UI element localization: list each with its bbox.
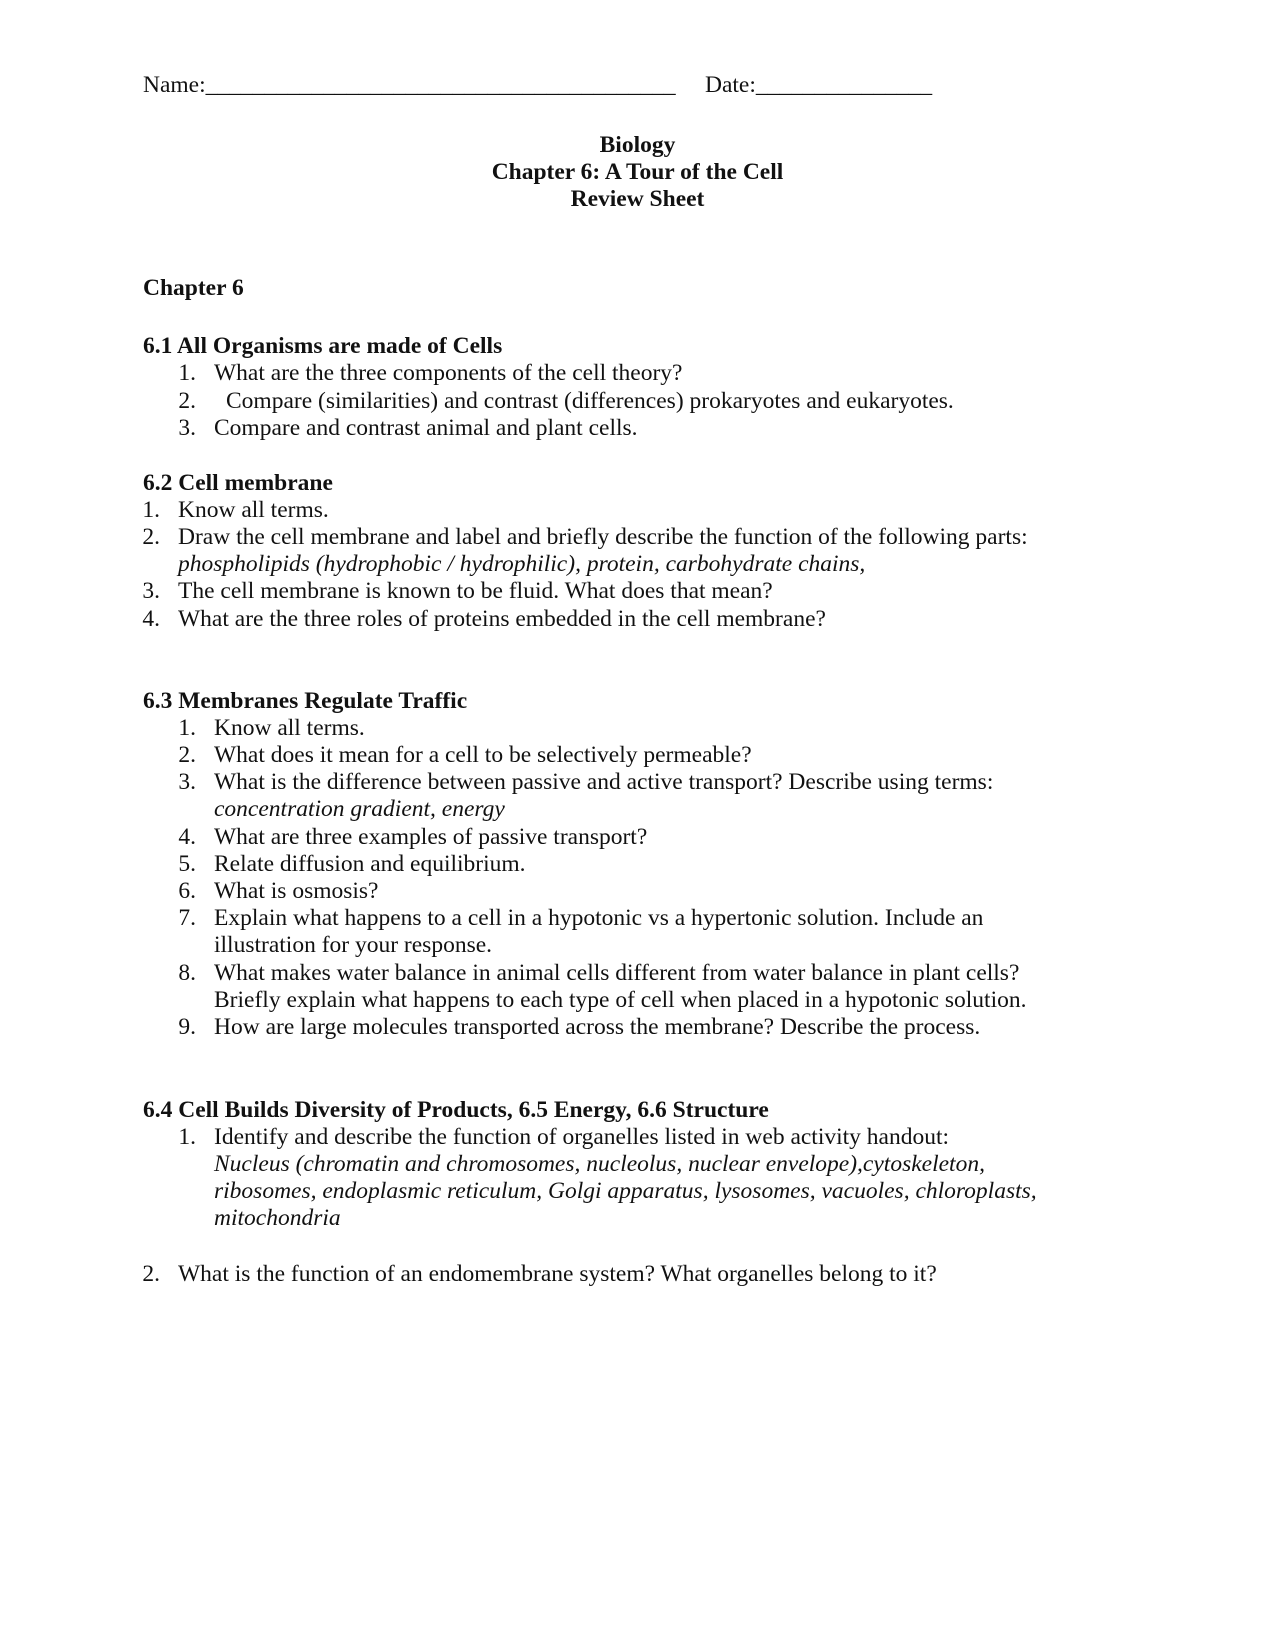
organelle-list-line-3: mitochondria xyxy=(214,1205,341,1231)
item-number: 4. xyxy=(142,606,160,632)
item-number: 5. xyxy=(178,851,196,877)
chapter-heading: Chapter 6 xyxy=(143,275,244,301)
item-text: The cell membrane is known to be fluid. What does that mean? xyxy=(178,578,773,604)
item-number: 8. xyxy=(178,960,196,986)
item-text: Compare (similarities) and contrast (differences) prokaryotes and eukaryotes. xyxy=(226,388,954,414)
section-heading-6-4: 6.4 Cell Builds Diversity of Products, 6.5 Energy, 6.6 Structure xyxy=(143,1097,769,1123)
item-text: Compare and contrast animal and plant cells. xyxy=(214,415,638,441)
name-blank[interactable]: ________________________________________ xyxy=(205,72,676,98)
date-blank[interactable]: _______________ xyxy=(755,72,933,98)
title-review-sheet: Review Sheet xyxy=(570,186,705,212)
section-heading-6-1: 6.1 All Organisms are made of Cells xyxy=(143,333,503,359)
section-heading-6-3: 6.3 Membranes Regulate Traffic xyxy=(143,688,468,714)
item-text-continued: Briefly explain what happens to each type of cell when placed in a hypotonic solution. xyxy=(214,987,1027,1013)
date-field[interactable] xyxy=(705,72,932,99)
item-number: 2. xyxy=(178,742,196,768)
item-text: What are the three roles of proteins embedded in the cell membrane? xyxy=(178,606,826,632)
item-number: 2. xyxy=(142,1261,160,1287)
item-number: 1. xyxy=(178,360,196,386)
item-number: 1. xyxy=(178,1124,196,1150)
item-number: 1. xyxy=(178,715,196,741)
item-number: 2. xyxy=(178,388,196,414)
item-number: 1. xyxy=(142,497,160,523)
section-heading-6-2: 6.2 Cell membrane xyxy=(143,470,333,496)
item-text: What is osmosis? xyxy=(214,878,379,904)
title-subject: Biology xyxy=(599,132,676,158)
item-number: 3. xyxy=(178,769,196,795)
item-text: Know all terms. xyxy=(214,715,365,741)
item-italic-terms: phospholipids (hydrophobic / hydrophilic), protein, carbohydrate chains, xyxy=(178,551,866,577)
item-text: What makes water balance in animal cells different from water balance in plant cells? xyxy=(214,960,1020,986)
item-number: 4. xyxy=(178,824,196,850)
item-text: What are the three components of the cell theory? xyxy=(214,360,683,386)
organelle-list-line-1: Nucleus (chromatin and chromosomes, nucleolus, nuclear envelope),cytoskeleton, xyxy=(214,1151,985,1177)
item-text: Identify and describe the function of organelles listed in web activity handout: xyxy=(214,1124,950,1150)
item-number: 3. xyxy=(178,415,196,441)
item-text: Draw the cell membrane and label and briefly describe the function of the following parts: xyxy=(178,524,1028,550)
item-text: What is the function of an endomembrane system? What organelles belong to it? xyxy=(178,1261,937,1287)
item-text: What does it mean for a cell to be selectively permeable? xyxy=(214,742,752,768)
item-text: How are large molecules transported across the membrane? Describe the process. xyxy=(214,1014,981,1040)
name-field[interactable] xyxy=(143,72,676,99)
date-label: Date: xyxy=(705,72,756,98)
item-italic-terms: concentration gradient, energy xyxy=(214,796,505,822)
item-text-continued: illustration for your response. xyxy=(214,932,493,958)
item-text: Explain what happens to a cell in a hypotonic vs a hypertonic solution. Include an xyxy=(214,905,984,931)
organelle-list-line-2: ribosomes, endoplasmic reticulum, Golgi apparatus, lysosomes, vacuoles, chloroplasts, xyxy=(214,1178,1037,1204)
item-number: 3. xyxy=(142,578,160,604)
name-label: Name: xyxy=(143,72,206,98)
item-number: 2. xyxy=(142,524,160,550)
item-text: What is the difference between passive and active transport? Describe using terms: xyxy=(214,769,994,795)
item-number: 7. xyxy=(178,905,196,931)
item-text: What are three examples of passive transport? xyxy=(214,824,648,850)
item-number: 6. xyxy=(178,878,196,904)
title-chapter: Chapter 6: A Tour of the Cell xyxy=(491,159,784,185)
item-number: 9. xyxy=(178,1014,196,1040)
item-text: Relate diffusion and equilibrium. xyxy=(214,851,526,877)
item-text: Know all terms. xyxy=(178,497,329,523)
